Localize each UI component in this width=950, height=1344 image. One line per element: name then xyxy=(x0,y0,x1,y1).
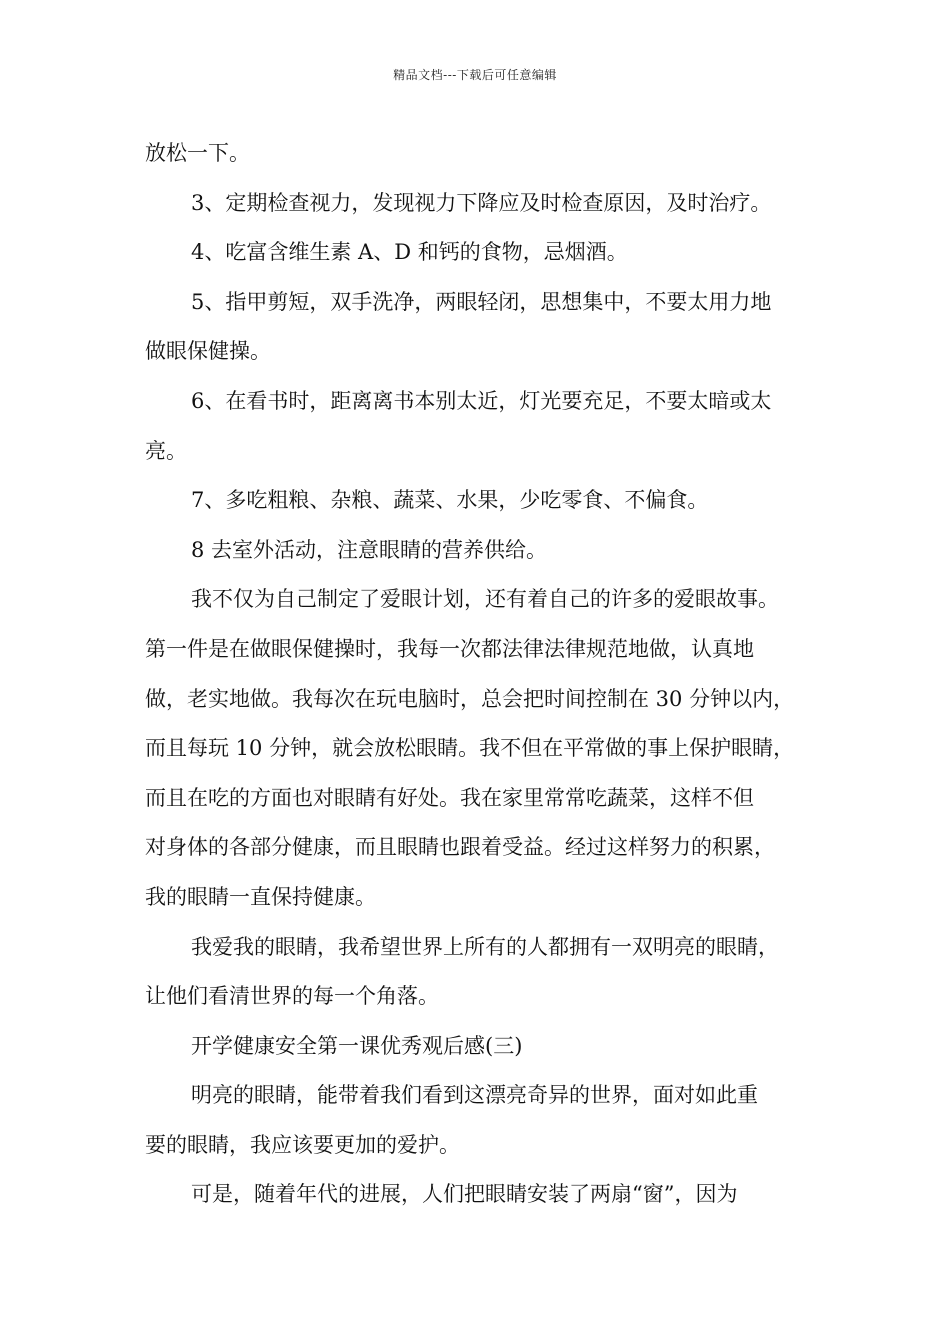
text-line: 5、指甲剪短，双手洗净，两眼轻闭，思想集中，不要太用力地 xyxy=(191,289,772,314)
text-line: 要的眼睛，我应该要更加的爱护。 xyxy=(145,1132,460,1157)
section-heading: 开学健康安全第一课优秀观后感(三) xyxy=(191,1033,523,1058)
text-line: 4、吃富含维生素 A、D 和钙的食物，忌烟酒。 xyxy=(191,240,628,265)
text-line: 3、定期检查视力，发现视力下降应及时检查原因，及时治疗。 xyxy=(191,190,772,215)
text-line: 做眼保健操。 xyxy=(145,339,271,364)
text-line: 做，老实地做。我每次在玩电脑时，总会把时间控制在 30 分钟以内， xyxy=(145,686,795,711)
text-line: 我爱我的眼睛，我希望世界上所有的人都拥有一双明亮的眼睛， xyxy=(191,934,779,959)
text-line: 明亮的眼睛，能带着我们看到这漂亮奇异的世界，面对如此重 xyxy=(191,1083,758,1108)
text-line: 让他们看清世界的每一个角落。 xyxy=(145,984,439,1009)
text-line: 6、在看书时，距离离书本别太近，灯光要充足，不要太暗或太 xyxy=(191,388,772,413)
text-line: 我的眼睛一直保持健康。 xyxy=(145,884,376,909)
text-line: 7、多吃粗粮、杂粮、蔬菜、水果，少吃零食、不偏食。 xyxy=(191,488,709,513)
text-line: 我不仅为自己制定了爱眼计划，还有着自己的许多的爱眼故事。 xyxy=(191,587,779,612)
document-body xyxy=(145,133,815,1224)
text-line: 对身体的各部分健康，而且眼睛也跟着受益。经过这样努力的积累， xyxy=(145,835,775,860)
text-line: 第一件是在做眼保健操时，我每一次都法律法律规范地做，认真地 xyxy=(145,636,754,661)
text-line: 8 去室外活动，注意眼睛的营养供给。 xyxy=(191,537,548,562)
text-line: 可是，随着年代的进展，人们把眼睛安装了两扇“窗”，因为 xyxy=(191,1182,738,1207)
text-line: 而且在吃的方面也对眼睛有好处。我在家里常常吃蔬菜，这样不但 xyxy=(145,785,754,810)
text-line: 亮。 xyxy=(145,438,187,463)
page-header: 精品文档---下载后可任意编辑 xyxy=(393,68,557,82)
text-line: 而且每玩 10 分钟，就会放松眼睛。我不但在平常做的事上保护眼睛， xyxy=(145,736,795,761)
text-line: 放松一下。 xyxy=(145,141,250,165)
